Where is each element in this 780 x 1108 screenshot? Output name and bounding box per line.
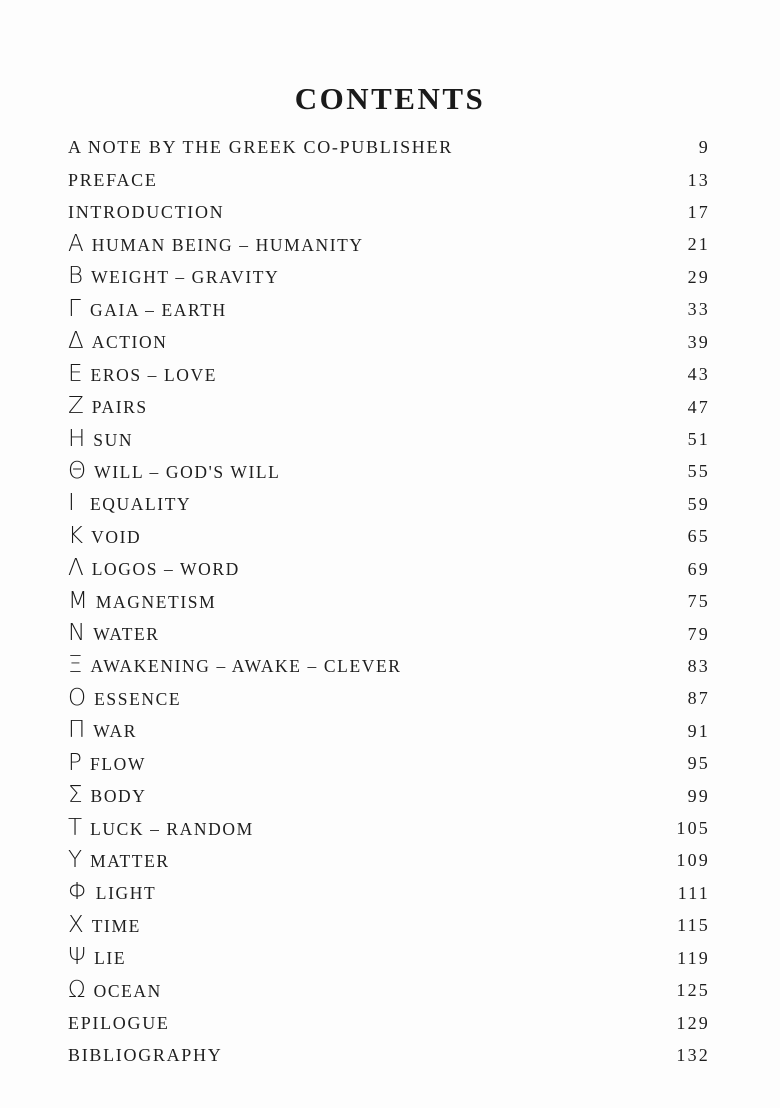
toc-page-number: 13 — [687, 169, 710, 190]
toc-entry-phi — [68, 877, 708, 909]
toc-page-number: 17 — [687, 202, 710, 223]
toc-entry-rho — [68, 747, 708, 779]
toc-page-number: 75 — [687, 591, 710, 612]
toc-entry-iota — [68, 488, 708, 520]
toc-entry-upsilon — [68, 844, 708, 876]
toc-entry-epsilon — [68, 358, 708, 390]
toc-entry-epilogue — [68, 1006, 708, 1038]
toc-entry-label: WILL – GOD'S WILL — [94, 461, 281, 482]
toc-entry-label: EROS – LOVE — [90, 364, 218, 385]
toc-page-number: 83 — [687, 655, 710, 676]
toc-entry-label: PAIRS — [91, 397, 148, 418]
toc-entry-label: MATTER — [90, 850, 170, 871]
toc-entry-alpha — [68, 228, 708, 260]
toc-page-number: 65 — [687, 526, 710, 547]
greek-letter-beta: Β — [68, 263, 84, 290]
toc-page-number: 33 — [687, 299, 710, 320]
toc-entry-pi — [68, 715, 708, 747]
toc-entry-label: OCEAN — [93, 980, 162, 1001]
toc-entry-label: WEIGHT – GRAVITY — [91, 267, 280, 288]
greek-letter-omega: Ω — [68, 976, 86, 1003]
toc-page-number: 9 — [698, 137, 710, 158]
greek-letter-mu: Μ — [68, 587, 88, 614]
greek-letter-phi: Φ — [68, 879, 88, 906]
toc-entry-label: EPILOGUE — [68, 1012, 170, 1033]
toc-page-number: 132 — [676, 1045, 710, 1066]
toc-page-number: 51 — [687, 429, 710, 449]
toc-entry-eta — [68, 423, 708, 455]
toc-entry-psi — [68, 942, 708, 974]
toc-entry-kappa — [68, 520, 708, 552]
greek-letter-delta: Δ — [68, 328, 84, 355]
page-title: CONTENTS — [294, 80, 486, 116]
toc-page-number: 129 — [676, 1012, 710, 1033]
toc-entry-omicron — [68, 682, 708, 714]
greek-letter-epsilon: Ε — [68, 360, 83, 387]
greek-letter-gamma: Γ — [68, 295, 81, 322]
greek-letter-sigma: Σ — [68, 782, 83, 809]
toc-entry-xi — [68, 650, 708, 682]
toc-page-number: 91 — [687, 720, 710, 741]
greek-letter-rho: Ρ — [68, 749, 82, 776]
toc-entry-tau — [68, 812, 708, 844]
toc-entry-label: HUMAN BEING – HUMANITY — [91, 234, 364, 255]
toc-page-number: 29 — [687, 266, 710, 287]
toc-page-number: 43 — [687, 364, 710, 385]
toc-entry-label: LUCK – RANDOM — [90, 818, 254, 839]
toc-entry-label: ESSENCE — [94, 688, 182, 709]
toc-entry-label: ACTION — [91, 332, 168, 353]
toc-entry-label: A NOTE BY THE GREEK CO-PUBLISHER — [68, 137, 453, 158]
toc-entry-chi — [68, 909, 708, 941]
toc-entry-label: PREFACE — [68, 169, 158, 190]
greek-letter-alpha: Α — [68, 230, 84, 257]
toc-entry-preface — [68, 163, 708, 195]
toc-entry-nu — [68, 617, 708, 649]
toc-page-number: 115 — [677, 915, 710, 936]
toc-entry-label: BIBLIOGRAPHY — [68, 1045, 223, 1066]
toc-entry-note — [68, 131, 708, 163]
toc-page-number: 59 — [687, 493, 710, 514]
toc-entry-delta — [68, 326, 708, 358]
toc-page-number: 99 — [687, 785, 710, 806]
toc-entry-label: WATER — [93, 624, 160, 645]
greek-letter-kappa: Κ — [68, 522, 84, 549]
toc-entry-sigma — [68, 779, 708, 811]
toc-entry-theta — [68, 455, 708, 487]
greek-letter-xi: Ξ — [68, 652, 83, 679]
greek-letter-tau: Τ — [68, 814, 83, 841]
toc-entry-bibliography — [68, 1039, 708, 1071]
toc-page-number: 47 — [687, 396, 710, 417]
greek-letter-upsilon: Υ — [68, 846, 83, 873]
toc-page-number: 95 — [687, 753, 710, 774]
table-of-contents — [68, 131, 708, 1071]
greek-letter-zeta: Ζ — [68, 393, 84, 420]
toc-entry-label: TIME — [91, 915, 141, 936]
toc-entry-label: SUN — [93, 429, 134, 450]
greek-letter-iota: Ι — [68, 490, 75, 517]
toc-page-number: 119 — [677, 947, 710, 968]
greek-letter-nu: Ν — [68, 620, 86, 647]
toc-entry-gamma — [68, 293, 708, 325]
toc-entry-label: FLOW — [90, 753, 146, 774]
toc-entry-label: BODY — [90, 786, 147, 807]
toc-page-number: 79 — [687, 623, 710, 644]
greek-letter-lambda: Λ — [68, 555, 84, 582]
toc-page-number: 69 — [687, 558, 710, 579]
greek-letter-omicron: Ο — [68, 684, 87, 711]
toc-page-number: 111 — [677, 882, 710, 903]
toc-entry-beta — [68, 261, 708, 293]
toc-entry-label: VOID — [91, 526, 142, 547]
toc-entry-label: EQUALITY — [90, 494, 192, 515]
toc-entry-label: LIE — [94, 948, 127, 969]
toc-entry-mu — [68, 585, 708, 617]
greek-letter-eta: Η — [68, 425, 86, 452]
greek-letter-psi: Ψ — [68, 944, 87, 971]
toc-page-number: 21 — [687, 234, 710, 255]
toc-page-number: 87 — [687, 688, 710, 709]
toc-entry-label: MAGNETISM — [95, 591, 217, 612]
greek-letter-chi: Χ — [68, 911, 84, 938]
toc-entry-label: WAR — [93, 721, 137, 742]
toc-entry-label: LIGHT — [95, 883, 157, 904]
toc-page-number: 109 — [676, 850, 710, 871]
greek-letter-pi: Π — [68, 717, 86, 744]
toc-entry-label: LOGOS – WORD — [91, 559, 240, 580]
greek-letter-theta: Θ — [68, 457, 87, 484]
toc-entry-label: AWAKENING – AWAKE – CLEVER — [90, 656, 402, 677]
toc-entry-omega — [68, 974, 708, 1006]
toc-entry-zeta — [68, 390, 708, 422]
toc-page-number: 55 — [687, 461, 710, 482]
toc-entry-lambda — [68, 552, 708, 584]
toc-entry-label: GAIA – EARTH — [90, 299, 227, 320]
toc-entry-introduction — [68, 196, 708, 228]
toc-page-number: 105 — [676, 818, 710, 839]
toc-page-number: 39 — [687, 331, 710, 352]
toc-entry-label: INTRODUCTION — [68, 202, 225, 223]
toc-page-number: 125 — [676, 980, 710, 1001]
